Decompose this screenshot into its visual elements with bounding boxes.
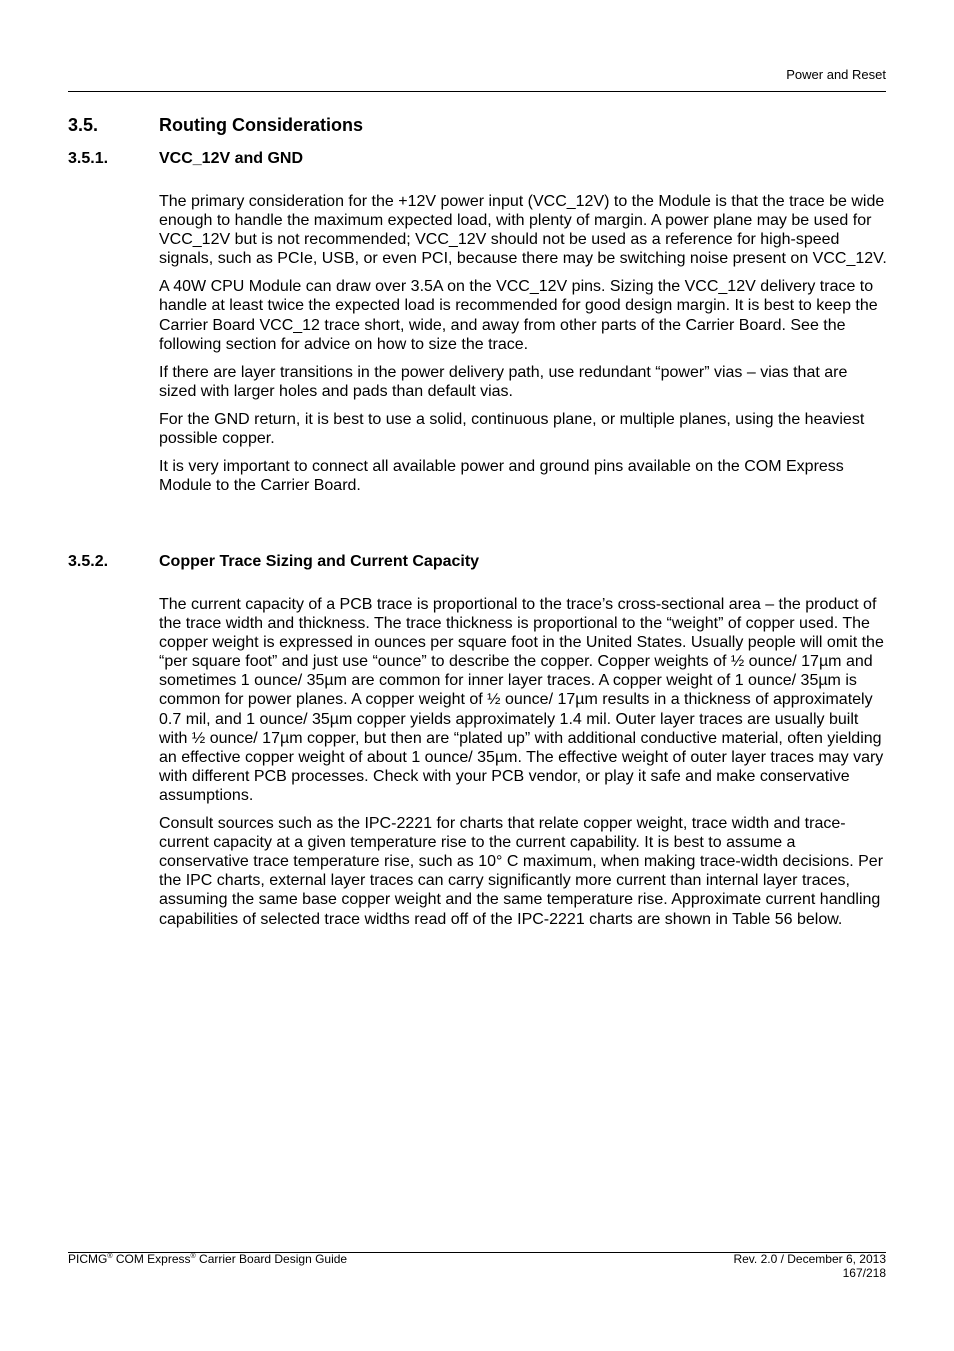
subsection-heading-copper [68,552,886,572]
footer-meta [733,1252,886,1280]
footer-product: COM Express [112,1252,191,1266]
paragraph: It is very important to connect all available power and ground pins available on the COM Express Module to the Carrier Board. [159,458,844,495]
subsection-title: VCC_12V and GND [159,150,304,167]
copper-trace-body [159,595,887,938]
paragraph: Consult sources such as the IPC-2221 for charts that relate copper weight, trace width and trace-current capacity at a given temperature rise to the current capability. It is best to assume a conservative trace temperature rise, such as 10° C maximum, when making trace-width decisions. Per the IPC charts, external layer traces can carry significantly more current than internal layer traces, assuming the same base copper weight and the same temperature rise. Approximate current handling capabilities of selected trace widths read off of the IPC-2221 charts are shown in Table 56 below. [159,815,884,928]
subsection-heading-vcc [68,149,886,169]
registered-mark: ® [190,1253,196,1260]
paragraph: The current capacity of a PCB trace is proportional to the trace’s cross-sectional area – the product of the trace width and thickness. The trace thickness is proportional to the “weight” of copper used. The copper weight is expressed in ounces per square foot in the United States. Usually people will omit the “per square foot” and just use “ounce” to describe the copper. Copper weights of ½ ounce/ 17µm and sometimes 1 ounce/ 35µm are common for inner layer traces. A copper weight of 1 ounce/ 35µm is common for power planes. A copper weight of ½ ounce/ 17µm results in a thickness of approximately 0.7 mil, and 1 ounce/ 35µm copper yields approximately 1.4 mil. Outer layer traces are usually built with ½ ounce/ 17µm copper, but then are “plated up” with additional conductive material, often yielding an effective copper weight of about 1 ounce/ 35µm. The effective weight of outer layer traces may vary with different PCB processes. Check with your PCB vendor, or play it safe and make conservative assumptions. [159,596,884,804]
paragraph: For the GND return, it is best to use a solid, continuous plane, or multiple planes, using the heaviest possible copper. [159,410,865,448]
section-title: Routing Considerations [159,115,363,135]
section-number: 3.5. [68,115,99,135]
revision-date: Rev. 2.0 / December 6, 2013 [733,1252,886,1266]
subsection-number: 3.5.1. [68,150,109,167]
page-number: 167/218 [842,1266,886,1280]
subsection-number: 3.5.2. [68,553,109,570]
footer-title-rest: Carrier Board Design Guide [195,1252,348,1266]
subsection-title: Copper Trace Sizing and Current Capacity [159,553,480,570]
footer-document-title [68,1252,347,1267]
vcc-gnd-body [159,192,887,504]
paragraph: The primary consideration for the +12V power input (VCC_12V) to the Module is that the trace be wide enough to handle the maximum expected load, with plenty of margin. A power plane may be used for VCC_12V but is not recommended; VCC_12V should not be used as a reference for high-speed signals, such as PCIe, USB, or even PCI, because there may be switching noise present on VCC_12V. [159,193,887,268]
paragraph: If there are layer transitions in the power delivery path, use redundant “power” vias – vias that are sized with larger holes and pads than default vias. [159,363,848,400]
section-heading [68,114,886,136]
header-rule [68,91,886,92]
paragraph: A 40W CPU Module can draw over 3.5A on the VCC_12V pins. Sizing the VCC_12V delivery trace to handle at least twice the expected load is recommended for good design margin. It is best to keep the Carrier Board VCC_12 trace short, wide, and away from other parts of the Carrier Board. See the following section for advice on how to size the trace. [159,278,878,353]
registered-mark: ® [107,1253,113,1260]
footer-brand: PICMG [68,1252,108,1266]
running-header: Power and Reset [786,67,886,82]
